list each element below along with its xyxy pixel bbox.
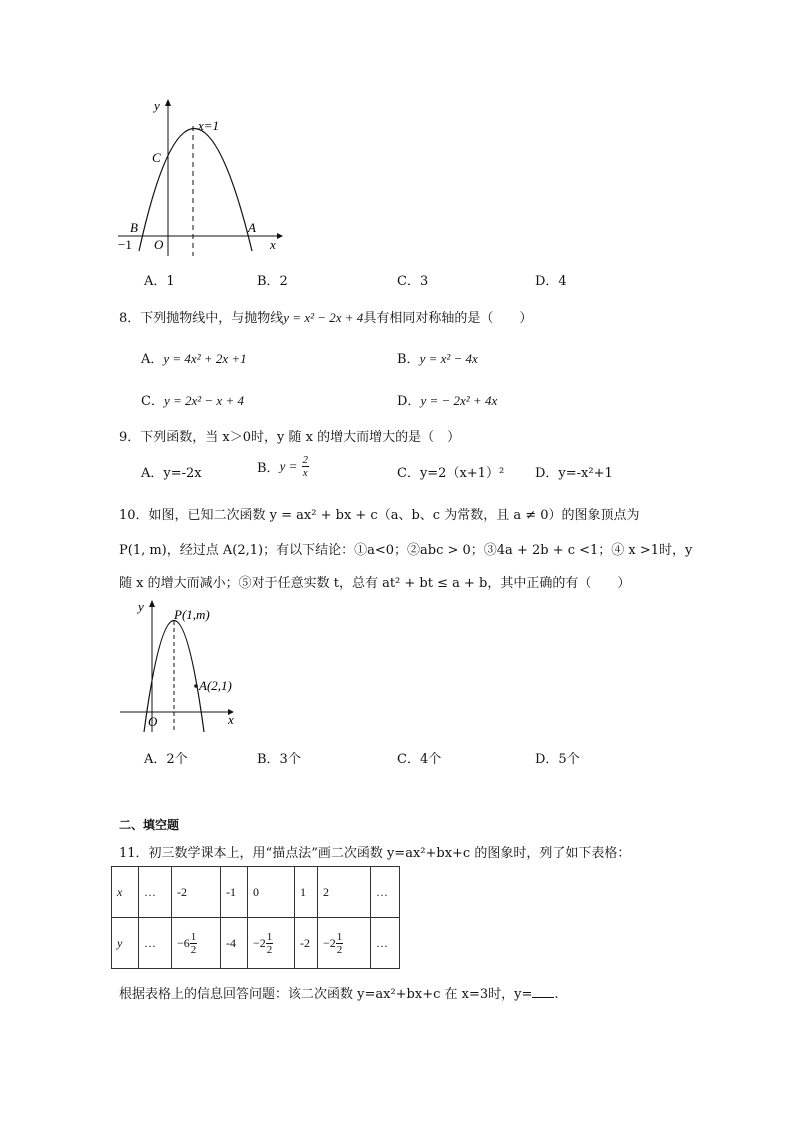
q8-option-d[interactable] <box>397 390 497 409</box>
q10-x-label: x <box>228 712 234 727</box>
q11-y3-whole: −2 <box>253 935 266 950</box>
q7-y-arrow <box>165 99 171 106</box>
q11-x-cell: 1 <box>295 867 318 918</box>
q10-point-a <box>194 684 198 688</box>
q11-y3-den: 2 <box>266 943 273 956</box>
q11-x-cell: … <box>371 867 400 918</box>
q9-option-b-numerator: 2 <box>302 454 308 466</box>
q8-stem <box>119 307 532 326</box>
q9-option-b[interactable] <box>257 454 309 479</box>
q8-option-d-letter: D． <box>397 394 421 409</box>
q8-option-c-expr: y = 2x² − x + 4 <box>163 393 244 408</box>
q10-option-b[interactable]: B．3个 <box>257 752 301 767</box>
q11-y-cell: … <box>371 918 400 969</box>
q7-option-c[interactable]: C．3 <box>397 274 429 289</box>
q8-option-a[interactable] <box>141 348 247 367</box>
q11-x-header: x <box>112 867 139 918</box>
q7-neg-one-label: −1 <box>118 237 132 252</box>
q11-y-cell <box>172 918 221 969</box>
q11-y5-whole: −2 <box>323 935 336 950</box>
q7-option-a[interactable]: A．1 <box>144 274 175 289</box>
q11-y1-den: 2 <box>190 943 197 956</box>
q11-y-header: y <box>112 918 139 969</box>
q8-option-a-letter: A． <box>141 352 164 367</box>
q11-answer-pre: 根据表格上的信息回答问题：该二次函数 y=ax²+bx+c 在 x=3时，y= <box>119 987 533 1002</box>
q9-option-b-y: y = <box>279 458 298 474</box>
q7-option-b[interactable]: B．2 <box>257 274 288 289</box>
q11-x-cell: … <box>139 867 172 918</box>
q11-y1-fraction <box>190 931 198 956</box>
q8-option-b-letter: B． <box>397 352 420 367</box>
q11-answer-blank[interactable] <box>532 985 554 998</box>
q10-point-a-label: A(2,1) <box>199 678 232 693</box>
q10-origin-label: O <box>148 714 158 729</box>
q8-option-c[interactable] <box>141 390 244 409</box>
q11-stem: 11．初三数学课本上，用“描点法”画二次函数 y=ax²+bx+c 的图象时，列了如下表格： <box>119 846 631 861</box>
q9-option-c[interactable]: C．y=2（x+1）² <box>397 466 505 481</box>
q7-y-label: y <box>154 98 160 113</box>
q7-x-arrow <box>277 233 283 239</box>
q11-y5-fraction <box>336 931 344 956</box>
q7-parabola-graph <box>112 96 292 261</box>
q11-value-table <box>111 866 400 969</box>
q9-option-d[interactable]: D．y=-x²+1 <box>535 466 613 481</box>
q11-y1-whole: −6 <box>177 935 190 950</box>
q7-b-label: B <box>130 220 138 235</box>
q7-c-label: C <box>152 150 161 165</box>
q11-answer-post: . <box>554 987 559 1002</box>
q10-stem-line3: 随 x 的增大而减小；⑤对于任意实数 t，总有 at² + bt ≤ a + b，其中正确的有（ ） <box>119 576 631 591</box>
q11-x-cell: -2 <box>172 867 221 918</box>
q7-sym-label: x=1 <box>198 118 220 133</box>
q11-y5-den: 2 <box>336 943 343 956</box>
q8-option-b[interactable] <box>397 348 478 367</box>
q10-parabola-graph <box>116 597 246 735</box>
q11-x-cell: 0 <box>248 867 295 918</box>
q9-option-a[interactable]: A．y=-2x <box>141 466 202 481</box>
q9-option-b-denominator: x <box>302 467 308 479</box>
q9-stem: 9．下列函数，当 x＞0时，y 随 x 的增大而增大的是（ ） <box>119 430 461 445</box>
q11-y-cell <box>248 918 295 969</box>
q8-option-c-letter: C． <box>141 394 164 409</box>
q8-stem-post: 具有相同对称轴的是（ ） <box>363 311 533 326</box>
q8-option-d-expr: y = − 2x² + 4x <box>420 393 498 408</box>
q11-y3-num: 1 <box>266 930 273 943</box>
q11-x-cell: -1 <box>221 867 248 918</box>
q7-x-label: x <box>270 237 276 252</box>
q10-option-d[interactable]: D．5个 <box>535 752 580 767</box>
q10-stem-line1: 10．如图，已知二次函数 y = ax² + bx + c（a、b、c 为常数，且 a ≠ 0）的图象顶点为 <box>119 508 640 523</box>
q11-answer-line <box>119 983 559 1002</box>
q10-y-label: y <box>138 599 144 614</box>
q11-y-cell <box>318 918 371 969</box>
q7-option-d[interactable]: D．4 <box>535 274 567 289</box>
section-title: 二、填空题 <box>119 818 180 832</box>
q8-option-a-expr: y = 4x² + 2x +1 <box>163 351 247 366</box>
q10-y-arrow <box>149 600 155 607</box>
q8-stem-expr: y = x² − 2x + 4 <box>283 310 364 325</box>
q11-y-cell: -2 <box>295 918 318 969</box>
q10-vertex-label: P(1,m) <box>174 607 210 622</box>
table-row <box>112 867 400 918</box>
q7-origin-label: O <box>154 237 164 252</box>
q11-y5-num: 1 <box>336 930 343 943</box>
table-row <box>112 918 400 969</box>
q9-option-b-letter: B． <box>257 461 280 476</box>
q10-option-a[interactable]: A．2个 <box>144 752 188 767</box>
q11-y-cell: … <box>139 918 172 969</box>
q11-y-cell: -4 <box>221 918 248 969</box>
q8-stem-pre: 8．下列抛物线中，与抛物线 <box>119 311 284 326</box>
q9-option-b-fraction <box>302 454 310 479</box>
q10-option-c[interactable]: C．4个 <box>397 752 442 767</box>
q7-parabola-curve <box>139 129 252 252</box>
q11-y1-num: 1 <box>190 930 197 943</box>
q8-option-b-expr: y = x² − 4x <box>419 351 478 366</box>
q7-a-label: A <box>248 220 256 235</box>
q10-stem-line2: P(1, m)，经过点 A(2,1)；有以下结论：①a<0；②abc > 0；③4a + 2b + c <1；④ x >1时，y <box>119 543 693 558</box>
q11-x-cell: 2 <box>318 867 371 918</box>
q11-y3-fraction <box>266 931 274 956</box>
